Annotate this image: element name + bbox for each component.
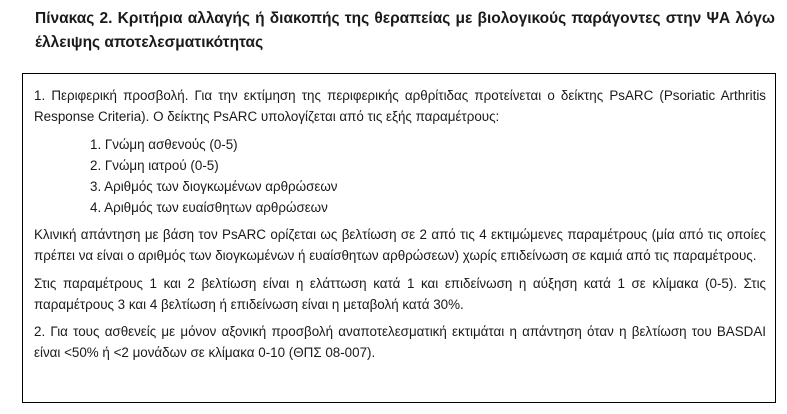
improvement-definition-paragraph: Στις παραμέτρους 1 και 2 βελτίωση είναι η ελάττωση κατά 1 και επιδείνωση η αύξηση κατά 1 σε κλίμακα (0-5). Στις παραμέτρους 3 και 4 βελτίωση ή επιδείνωση είναι η μεταβολή κατά 30%. [34,276,766,312]
parameter-item: 3. Αριθμός των διογκωμένων αρθρώσεων [90,179,338,194]
parameter-item: 4. Αριθμός των ευαίσθητων αρθρώσεων [90,200,328,215]
peripheral-intro-paragraph: 1. Περιφερική προσβολή. Για την εκτίμηση της περιφερικής αρθρίτιδας προτείνεται ο δείκτης PsARC (Psoriatic Arthritis Response Criteria). Ο δείκτης PsARC υπολογίζεται από τις εξής παραμέτρους: [34,88,766,124]
parameter-item: 2. Γνώμη ιατρού (0-5) [90,158,219,173]
clinical-response-paragraph: Κλινική απάντηση με βάση τον PsARC ορίζεται ως βελτίωση σε 2 από τις 4 εκτιμώμενες παραμέτρους (μία από τις οποίες πρέπει να είναι ο αριθμός των διογκωμένων ή ευαίσθητων αρθρώσεων) χωρίς επιδείνωση σε καμιά από τις παραμέτρους. [34,227,766,263]
axial-involvement-paragraph: 2. Για τους ασθενείς με μόνον αξονική προσβολή αναποτελεσματική εκτιμάται η απάντηση όταν η βελτίωση του BASDAI είναι <50% ή <2 μονάδων σε κλίμακα 0-10 (ΘΠΣ 08-007). [34,324,766,360]
psarc-parameter-list [34,134,766,218]
parameter-item: 1. Γνώμη ασθενούς (0-5) [90,137,238,152]
criteria-box [22,73,776,403]
table-title: Πίνακας 2. Κριτήρια αλλαγής ή διακοπής της θεραπείας με βιολογικούς παράγοντες στην ΨΑ λόγω έλλειψης αποτελεσματικότητας [35,10,775,51]
